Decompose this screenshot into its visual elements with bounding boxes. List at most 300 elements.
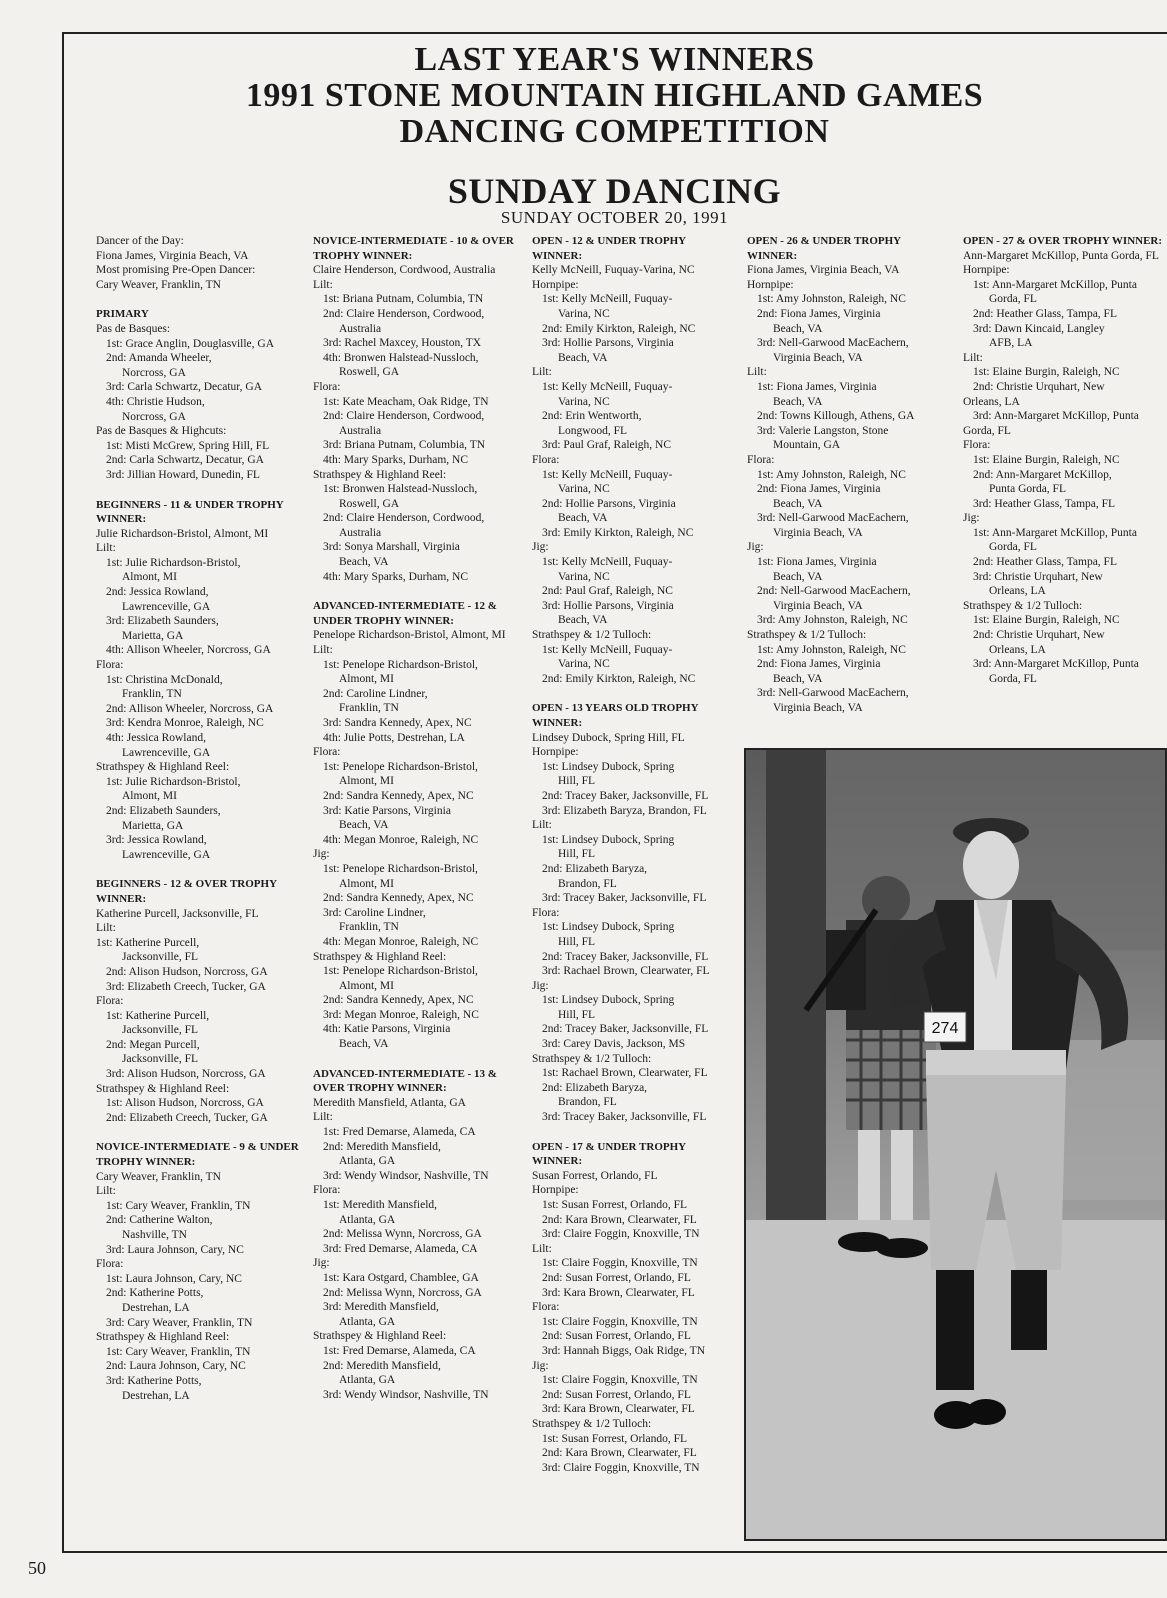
result-line: 2nd: Megan Purcell,	[106, 1038, 200, 1051]
result-line: 3rd: Emily Kirkton, Raleigh, NC	[542, 526, 694, 539]
result-line: Lilt:	[313, 644, 333, 657]
section-heading: OPEN - 26 & UNDER TROPHY WINNER:	[747, 235, 901, 262]
headline-line-3: DANCING COMPETITION	[399, 113, 830, 150]
result-line: Lilt:	[747, 366, 767, 379]
result-line: Almont, MI	[339, 877, 394, 890]
result-line: 4th: Mary Sparks, Durham, NC	[323, 453, 469, 466]
results-column-4	[747, 234, 952, 731]
result-line: Almont, MI	[122, 571, 177, 584]
result-line: Jacksonville, FL	[122, 1053, 199, 1066]
result-line: 1st: Amy Johnston, Raleigh, NC	[757, 293, 906, 306]
result-line: 3rd: Hannah Biggs, Oak Ridge, TN	[542, 1344, 706, 1357]
section-heading: OPEN - 17 & UNDER TROPHY WINNER:	[532, 1140, 686, 1168]
result-line: Jig:	[532, 979, 549, 992]
result-line: Fiona James, Virginia Beach, VA	[747, 264, 900, 277]
result-line: 2nd: Sandra Kennedy, Apex, NC	[323, 892, 474, 905]
result-line: 1st: Amy Johnston, Raleigh, NC	[757, 643, 906, 656]
result-line: Lilt:	[313, 1111, 333, 1124]
result-line: 1st: Christina McDonald,	[106, 673, 223, 686]
result-line: Cary Weaver, Franklin, TN	[96, 1170, 221, 1183]
result-line: Flora:	[532, 906, 560, 919]
result-line: 1st: Susan Forrest, Orlando, FL	[542, 1432, 688, 1445]
result-line: Lawrenceville, GA	[122, 848, 211, 861]
result-line: Jacksonville, FL	[122, 1024, 199, 1037]
result-line: Gorda, FL	[989, 541, 1037, 554]
result-line: Hill, FL	[558, 1008, 596, 1021]
result-line: 4th: Julie Potts, Destrehan, LA	[323, 731, 465, 744]
results-section	[532, 701, 737, 1124]
result-line: 2nd: Nell-Garwood MacEachern,	[757, 585, 911, 598]
result-line: Beach, VA	[773, 672, 823, 685]
result-line: 2nd: Elizabeth Saunders,	[106, 804, 221, 817]
result-line: 1st: Elaine Burgin, Raleigh, NC	[973, 453, 1120, 466]
result-line: Lilt:	[963, 351, 983, 364]
result-line: 2nd: Tracey Baker, Jacksonville, FL	[542, 950, 709, 963]
result-line: Lawrenceville, GA	[122, 600, 211, 613]
result-line: 2nd: Claire Henderson, Cordwood,	[323, 410, 485, 423]
result-line: 3rd: Paul Graf, Raleigh, NC	[542, 439, 672, 452]
result-line: Virginia Beach, VA	[773, 599, 863, 612]
results-section	[96, 307, 301, 482]
result-line: 4th: Jessica Rowland,	[106, 732, 206, 744]
result-line: 3rd: Claire Foggin, Knoxville, TN	[542, 1461, 700, 1474]
result-line: 1st: Elaine Burgin, Raleigh, NC	[973, 366, 1120, 379]
result-line: Lilt:	[96, 922, 116, 935]
result-line: 1st: Ann-Margaret McKillop, Punta	[973, 526, 1137, 539]
result-line: 1st: Rachael Brown, Clearwater, FL	[542, 1067, 708, 1080]
result-line: 3rd: Kara Brown, Clearwater, FL	[542, 1403, 695, 1416]
result-line: Strathspey & Highland Reel:	[313, 468, 447, 481]
result-line: 1st: Kelly McNeill, Fuquay-	[542, 468, 673, 481]
result-line: 3rd: Alison Hudson, Norcross, GA	[106, 1068, 266, 1081]
result-line: 1st: Meredith Mansfield,	[323, 1199, 438, 1211]
result-line: Hornpipe:	[532, 1184, 579, 1197]
result-line: 2nd: Kara Brown, Clearwater, FL	[542, 1447, 697, 1460]
result-line: Lilt:	[532, 366, 552, 379]
results-section	[747, 234, 952, 716]
result-line: Hornpipe:	[747, 278, 794, 291]
results-section	[313, 1067, 523, 1403]
result-line: 2nd: Sandra Kennedy, Apex, NC	[323, 994, 474, 1007]
result-line: Strathspey & Highland Reel:	[96, 1082, 230, 1095]
result-line: 1st: Claire Foggin, Knoxville, TN	[542, 1257, 698, 1270]
result-line: 2nd: Carla Schwartz, Decatur, GA	[106, 454, 264, 467]
result-line: Flora:	[963, 439, 991, 452]
result-line: 3rd: Christie Urquhart, New	[973, 570, 1103, 583]
result-line: 4th: Megan Monroe, Raleigh, NC	[323, 935, 479, 948]
result-line: 1st: Ann-Margaret McKillop, Punta	[973, 278, 1137, 291]
result-line: Destrehan, LA	[122, 1301, 190, 1314]
result-line: Roswell, GA	[339, 366, 400, 379]
result-line: Almont, MI	[122, 790, 177, 803]
result-line: 2nd: Meredith Mansfield,	[323, 1359, 441, 1372]
result-line: Flora:	[96, 1258, 124, 1271]
result-line: 3rd: Tracey Baker, Jacksonville, FL	[542, 1111, 707, 1124]
result-line: Strathspey & Highland Reel:	[96, 1331, 230, 1344]
result-line: 1st: Fred Demarse, Alameda, CA	[323, 1344, 476, 1357]
results-section	[96, 234, 301, 292]
result-line: Orleans, LA	[963, 395, 1020, 408]
result-line: 1st: Claire Foggin, Knoxville, TN	[542, 1315, 698, 1328]
result-line: 3rd: Ann-Margaret McKillop, Punta	[973, 410, 1139, 423]
result-line: Flora:	[532, 1301, 560, 1314]
result-line: 2nd: Heather Glass, Tampa, FL	[973, 307, 1117, 320]
results-section	[96, 498, 301, 863]
headline-line-2: 1991 STONE MOUNTAIN HIGHLAND GAMES	[245, 77, 984, 114]
result-line: 1st: Cary Weaver, Franklin, TN	[106, 1199, 251, 1212]
result-line: 4th: Megan Monroe, Raleigh, NC	[323, 833, 479, 846]
result-line: 3rd: Wendy Windsor, Nashville, TN	[323, 1169, 489, 1182]
result-line: 3rd: Jillian Howard, Dunedin, FL	[106, 468, 260, 481]
result-line: 3rd: Laura Johnson, Cary, NC	[106, 1243, 244, 1256]
result-line: Flora:	[747, 453, 775, 466]
results-column-1	[96, 234, 301, 1418]
section-heading: BEGINNERS - 12 & OVER TROPHY WINNER:	[96, 878, 277, 905]
result-line: 3rd: Caroline Lindner,	[323, 906, 426, 919]
result-line: Susan Forrest, Orlando, FL	[532, 1169, 658, 1182]
result-line: Punta Gorda, FL	[989, 483, 1066, 496]
result-line: 4th: Christie Hudson,	[106, 395, 205, 408]
result-line: Franklin, TN	[339, 702, 399, 715]
result-line: 1st: Kelly McNeill, Fuquay-	[542, 293, 673, 306]
results-section	[963, 234, 1163, 686]
result-line: Brandon, FL	[558, 1096, 617, 1109]
result-line: AFB, LA	[989, 337, 1033, 350]
result-line: Kelly McNeill, Fuquay-Varina, NC	[532, 264, 695, 277]
section-heading: OPEN - 27 & OVER TROPHY WINNER:	[963, 235, 1163, 247]
result-line: Gorda, FL	[989, 672, 1037, 685]
result-line: 2nd: Melissa Wynn, Norcross, GA	[323, 1228, 482, 1241]
result-line: 2nd: Allison Wheeler, Norcross, GA	[106, 702, 274, 715]
result-line: Roswell, GA	[339, 497, 400, 510]
result-line: Beach, VA	[558, 614, 608, 627]
result-line: Beach, VA	[558, 351, 608, 364]
result-line: Norcross, GA	[122, 366, 186, 379]
headline	[62, 42, 1167, 150]
result-line: Mountain, GA	[773, 439, 841, 452]
result-line: Franklin, TN	[122, 688, 182, 701]
result-line: 2nd: Elizabeth Baryza,	[542, 862, 648, 875]
results-column-5	[963, 234, 1163, 701]
result-line: 3rd: Hollie Parsons, Virginia	[542, 599, 674, 612]
result-line: 2nd: Katherine Potts,	[106, 1287, 204, 1300]
result-line: Lilt:	[96, 1185, 116, 1198]
result-line: 2nd: Christie Urquhart, New	[973, 629, 1105, 642]
result-line: 2nd: Towns Killough, Athens, GA	[757, 410, 915, 423]
headline-line-1: LAST YEAR'S WINNERS	[414, 41, 815, 78]
result-line: Beach, VA	[339, 819, 389, 832]
result-line: 2nd: Caroline Lindner,	[323, 687, 428, 700]
result-line: Pas de Basques:	[96, 322, 171, 335]
result-line: 3rd: Elizabeth Baryza, Brandon, FL	[542, 804, 707, 817]
result-line: Jig:	[747, 541, 764, 554]
result-line: 2nd: Emily Kirkton, Raleigh, NC	[542, 672, 696, 685]
section-heading: BEGINNERS - 11 & UNDER TROPHY WINNER:	[96, 498, 284, 526]
result-line: 1st: Kelly McNeill, Fuquay-	[542, 380, 673, 393]
result-line: 3rd: Nell-Garwood MacEachern,	[757, 687, 909, 700]
result-line: Katherine Purcell, Jacksonville, FL	[96, 907, 259, 920]
result-line: 4th: Mary Sparks, Durham, NC	[323, 570, 469, 583]
result-line: Jacksonville, FL	[122, 951, 199, 964]
result-line: Lilt:	[96, 542, 116, 555]
result-line: 1st: Katherine Purcell,	[106, 1009, 210, 1022]
result-line: 2nd: Susan Forrest, Orlando, FL	[542, 1388, 691, 1401]
dancer-and-piper-photo	[744, 748, 1167, 1541]
result-line: 1st: Susan Forrest, Orlando, FL	[542, 1199, 688, 1211]
result-line: 1st: Claire Foggin, Knoxville, TN	[542, 1374, 698, 1387]
result-line: 4th: Katie Parsons, Virginia	[323, 1023, 451, 1036]
results-column-2	[313, 234, 523, 1417]
result-line: 2nd: Elizabeth Creech, Tucker, GA	[106, 1111, 268, 1124]
result-line: Norcross, GA	[122, 410, 186, 423]
result-line: 1st: Kelly McNeill, Fuquay-	[542, 643, 673, 656]
result-line: Hill, FL	[558, 848, 596, 861]
result-line: 2nd: Alison Hudson, Norcross, GA	[106, 965, 268, 978]
event-date: SUNDAY OCTOBER 20, 1991	[500, 208, 729, 227]
result-line: Strathspey & 1/2 Tulloch:	[747, 629, 867, 642]
result-line: 4th: Allison Wheeler, Norcross, GA	[106, 644, 271, 657]
result-line: 1st: Julie Richardson-Bristol,	[106, 556, 241, 569]
result-line: Varina, NC	[558, 658, 610, 671]
result-line: 1st: Kate Meacham, Oak Ridge, TN	[323, 395, 489, 408]
result-line: Beach, VA	[773, 570, 823, 583]
result-line: 3rd: Amy Johnston, Raleigh, NC	[757, 614, 908, 627]
result-line: Meredith Mansfield, Atlanta, GA	[313, 1096, 466, 1109]
result-line: 3rd: Hollie Parsons, Virginia	[542, 337, 674, 350]
result-line: 2nd: Paul Graf, Raleigh, NC	[542, 585, 673, 598]
result-line: Hornpipe:	[532, 746, 579, 759]
result-line: Lawrenceville, GA	[122, 746, 211, 759]
result-line: Strathspey & Highland Reel:	[313, 950, 447, 963]
result-line: Destrehan, LA	[122, 1389, 190, 1402]
page-number: 50	[28, 1558, 46, 1578]
result-line: Marietta, GA	[122, 819, 184, 832]
result-line: 3rd: Valerie Langston, Stone	[757, 424, 889, 437]
result-line: Gorda, FL	[989, 293, 1037, 306]
result-line: Franklin, TN	[339, 921, 399, 934]
result-line: 3rd: Rachel Maxcey, Houston, TX	[323, 337, 482, 350]
result-line: Hornpipe:	[963, 264, 1010, 277]
result-line: Virginia Beach, VA	[773, 702, 863, 714]
result-line: 3rd: Heather Glass, Tampa, FL	[973, 497, 1116, 510]
result-line: Flora:	[532, 453, 560, 466]
result-line: Orleans, LA	[989, 585, 1046, 598]
result-line: Orleans, LA	[989, 643, 1046, 656]
result-line: Strathspey & Highland Reel:	[313, 1330, 447, 1343]
result-line: 2nd: Erin Wentworth,	[542, 410, 642, 423]
result-line: 3rd: Elizabeth Creech, Tucker, GA	[106, 980, 266, 993]
result-line: 3rd: Briana Putnam, Columbia, TN	[323, 439, 486, 452]
result-line: Beach, VA	[773, 322, 823, 335]
result-line: 3rd: Cary Weaver, Franklin, TN	[106, 1316, 253, 1329]
result-line: 3rd: Fred Demarse, Alameda, CA	[323, 1242, 478, 1255]
result-line: 1st: Alison Hudson, Norcross, GA	[106, 1097, 264, 1110]
result-line: Beach, VA	[339, 1038, 389, 1051]
result-line: Atlanta, GA	[339, 1155, 396, 1168]
result-line: Most promising Pre-Open Dancer:	[96, 264, 256, 277]
result-line: Lilt:	[532, 1242, 552, 1255]
section-heading: PRIMARY	[96, 308, 149, 321]
result-line: Almont, MI	[339, 775, 394, 788]
result-line: 2nd: Christie Urquhart, New	[973, 380, 1105, 393]
result-line: Australia	[339, 526, 382, 539]
result-line: Lindsey Dubock, Spring Hill, FL	[532, 731, 685, 744]
result-line: 4th: Bronwen Halstead-Nussloch,	[323, 351, 479, 364]
result-line: Jig:	[313, 1257, 330, 1270]
result-line: Cary Weaver, Franklin, TN	[96, 278, 221, 291]
result-line: Nashville, TN	[122, 1229, 187, 1241]
result-line: 3rd: Katie Parsons, Virginia	[323, 804, 451, 817]
result-line: 2nd: Fiona James, Virginia	[757, 658, 881, 671]
result-line: Flora:	[96, 995, 124, 1008]
result-line: Hornpipe:	[532, 278, 579, 291]
result-line: Strathspey & 1/2 Tulloch:	[532, 629, 652, 642]
result-line: 3rd: Carey Davis, Jackson, MS	[542, 1038, 686, 1051]
result-line: 2nd: Hollie Parsons, Virginia	[542, 497, 676, 510]
result-line: 2nd: Meredith Mansfield,	[323, 1140, 441, 1153]
result-line: Virginia Beach, VA	[773, 351, 863, 364]
result-line: 3rd: Katherine Potts,	[106, 1374, 202, 1387]
result-line: 2nd: Fiona James, Virginia	[757, 483, 881, 496]
result-line: Fiona James, Virginia Beach, VA	[96, 249, 249, 262]
result-line: 1st: Cary Weaver, Franklin, TN	[106, 1345, 251, 1358]
result-line: Jig:	[532, 1359, 549, 1372]
result-line: Varina, NC	[558, 307, 610, 320]
section-heading: ADVANCED-INTERMEDIATE - 12 & UNDER TROPHY WINNER:	[313, 600, 497, 627]
result-line: 3rd: Jessica Rowland,	[106, 834, 207, 847]
result-line: 1st: Fiona James, Virginia	[757, 556, 877, 569]
result-line: 2nd: Susan Forrest, Orlando, FL	[542, 1271, 691, 1284]
result-line: 2nd: Sandra Kennedy, Apex, NC	[323, 789, 474, 802]
result-line: Hill, FL	[558, 775, 596, 788]
result-line: 3rd: Kara Brown, Clearwater, FL	[542, 1286, 695, 1299]
result-line: Hill, FL	[558, 935, 596, 948]
result-line: Beach, VA	[773, 497, 823, 510]
result-line: Atlanta, GA	[339, 1315, 396, 1328]
photo-illustration	[746, 750, 1167, 1541]
result-line: Strathspey & 1/2 Tulloch:	[532, 1417, 652, 1430]
result-line: 2nd: Jessica Rowland,	[106, 586, 209, 599]
result-line: 1st: Elaine Burgin, Raleigh, NC	[973, 614, 1120, 627]
results-section	[313, 599, 523, 1051]
result-line: Strathspey & 1/2 Tulloch:	[532, 1052, 652, 1065]
result-line: 1st: Lindsey Dubock, Spring	[542, 994, 675, 1007]
result-line: 1st: Kelly McNeill, Fuquay-	[542, 556, 673, 569]
result-line: Lilt:	[532, 819, 552, 832]
result-line: 2nd: Laura Johnson, Cary, NC	[106, 1360, 246, 1373]
result-line: 2nd: Claire Henderson, Cordwood,	[323, 307, 485, 320]
result-line: 3rd: Nell-Garwood MacEachern,	[757, 512, 909, 525]
result-line: Gorda, FL	[963, 424, 1011, 437]
result-line: 3rd: Nell-Garwood MacEachern,	[757, 337, 909, 350]
result-line: 1st: Briana Putnam, Columbia, TN	[323, 293, 484, 306]
result-line: 2nd: Tracey Baker, Jacksonville, FL	[542, 1023, 709, 1036]
dancer-number-badge: 274	[931, 1020, 959, 1037]
result-line: 3rd: Ann-Margaret McKillop, Punta	[973, 658, 1139, 671]
result-line: 3rd: Wendy Windsor, Nashville, TN	[323, 1388, 489, 1401]
result-line: 1st: Fred Demarse, Alameda, CA	[323, 1126, 476, 1139]
result-line: 2nd: Claire Henderson, Cordwood,	[323, 512, 485, 525]
result-line: 3rd: Meredith Mansfield,	[323, 1301, 439, 1314]
result-line: 1st: Fiona James, Virginia	[757, 380, 877, 393]
result-line: Flora:	[313, 380, 341, 393]
result-line: Pas de Basques & Highcuts:	[96, 425, 227, 438]
result-line: 1st: Penelope Richardson-Bristol,	[323, 862, 478, 875]
results-section	[96, 1140, 301, 1403]
result-line: 2nd: Emily Kirkton, Raleigh, NC	[542, 322, 696, 335]
section-heading: NOVICE-INTERMEDIATE - 9 & UNDER TROPHY WINNER:	[96, 1141, 299, 1169]
results-section	[313, 234, 523, 584]
result-line: 1st: Grace Anglin, Douglasville, GA	[106, 337, 275, 350]
result-line: Claire Henderson, Cordwood, Australia	[313, 264, 496, 277]
result-line: 1st: Lindsey Dubock, Spring	[542, 921, 675, 934]
result-line: 2nd: Fiona James, Virginia	[757, 307, 881, 320]
result-line: Almont, MI	[339, 673, 394, 686]
section-title: SUNDAY DANCING	[447, 171, 782, 211]
result-line: 1st: Julie Richardson-Bristol,	[106, 775, 241, 788]
result-line: Lilt:	[313, 278, 333, 291]
result-line: 3rd: Sonya Marshall, Virginia	[323, 541, 460, 554]
result-line: 3rd: Tracey Baker, Jacksonville, FL	[542, 892, 707, 905]
result-line: Strathspey & 1/2 Tulloch:	[963, 599, 1083, 612]
result-line: Varina, NC	[558, 483, 610, 496]
result-line: Jig:	[532, 541, 549, 554]
result-line: Penelope Richardson-Bristol, Almont, MI	[313, 629, 506, 642]
result-line: 3rd: Carla Schwartz, Decatur, GA	[106, 381, 263, 394]
results-section	[532, 1140, 737, 1476]
result-line: 3rd: Elizabeth Saunders,	[106, 615, 219, 628]
result-line: Varina, NC	[558, 395, 610, 408]
result-line: Jig:	[963, 512, 980, 525]
result-line: 2nd: Ann-Margaret McKillop,	[973, 468, 1112, 481]
result-line: Atlanta, GA	[339, 1213, 396, 1226]
result-line: 2nd: Susan Forrest, Orlando, FL	[542, 1330, 691, 1343]
result-line: Flora:	[313, 746, 341, 759]
result-line: Flora:	[313, 1184, 341, 1197]
result-line: 1st: Penelope Richardson-Bristol,	[323, 965, 478, 978]
result-line: Dancer of the Day:	[96, 235, 184, 247]
results-section	[532, 234, 737, 686]
result-line: Jig:	[313, 848, 330, 861]
result-line: Beach, VA	[339, 556, 389, 569]
result-line: Australia	[339, 322, 382, 335]
result-line: Beach, VA	[773, 395, 823, 408]
result-line: 2nd: Heather Glass, Tampa, FL	[973, 556, 1117, 569]
result-line: 3rd: Megan Monroe, Raleigh, NC	[323, 1008, 479, 1021]
result-line: Julie Richardson-Bristol, Almont, MI	[96, 527, 269, 540]
result-line: 1st: Bronwen Halstead-Nussloch,	[323, 483, 478, 496]
result-line: 1st: Katherine Purcell,	[96, 936, 200, 949]
result-line: 3rd: Kendra Monroe, Raleigh, NC	[106, 717, 264, 730]
results-section	[96, 877, 301, 1125]
result-line: 3rd: Sandra Kennedy, Apex, NC	[323, 717, 472, 729]
result-line: Australia	[339, 424, 382, 437]
result-line: 1st: Misti McGrew, Spring Hill, FL	[106, 439, 270, 452]
result-line: 1st: Penelope Richardson-Bristol,	[323, 658, 478, 671]
result-line: 2nd: Elizabeth Baryza,	[542, 1081, 648, 1094]
result-line: Longwood, FL	[558, 424, 627, 437]
section-heading: OPEN - 13 YEARS OLD TROPHY WINNER:	[532, 702, 699, 729]
section-heading: ADVANCED-INTERMEDIATE - 13 & OVER TROPHY WINNER:	[313, 1067, 497, 1095]
result-line: Atlanta, GA	[339, 1374, 396, 1387]
result-line: 3rd: Rachael Brown, Clearwater, FL	[542, 965, 710, 978]
result-line: 1st: Penelope Richardson-Bristol,	[323, 760, 478, 773]
section-heading: OPEN - 12 & UNDER TROPHY WINNER:	[532, 235, 686, 262]
result-line: 1st: Lindsey Dubock, Spring	[542, 833, 675, 846]
result-line: Flora:	[96, 659, 124, 672]
result-line: Beach, VA	[558, 512, 608, 525]
result-line: Ann-Margaret McKillop, Punta Gorda, FL	[963, 249, 1159, 262]
